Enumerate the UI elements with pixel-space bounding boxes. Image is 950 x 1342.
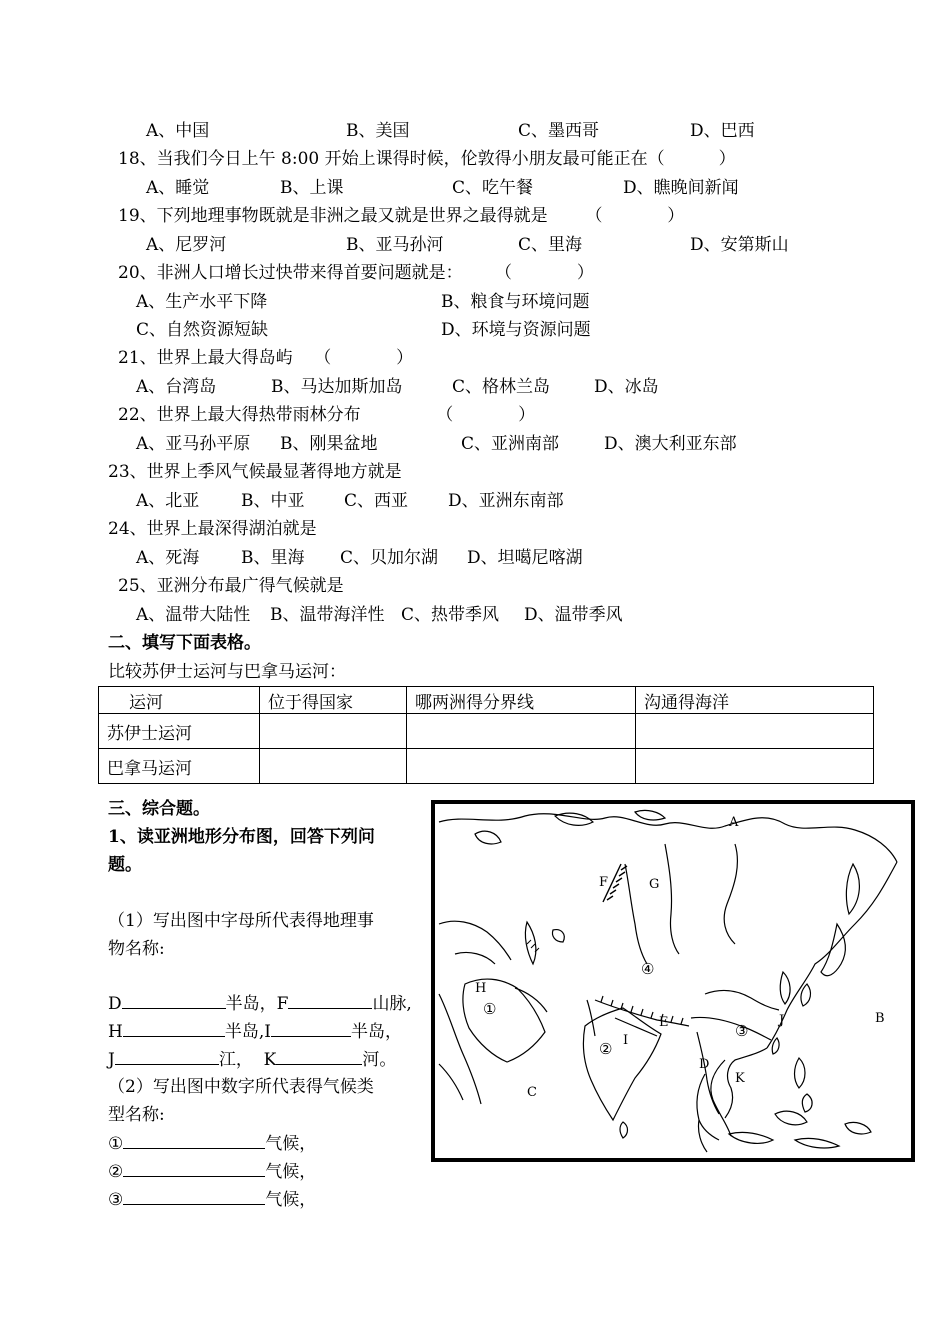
table-input-cell[interactable]	[260, 749, 407, 784]
map-label-j: J	[779, 1013, 785, 1028]
answer-blank-climate-1[interactable]	[123, 1132, 265, 1149]
map-label-f: F	[599, 875, 609, 890]
map-number-1: ①	[483, 1000, 497, 1018]
q17-option-c: C、墨西哥	[518, 121, 600, 141]
table-input-cell[interactable]	[407, 714, 636, 749]
table-input-cell[interactable]	[407, 749, 636, 784]
table-header-cell: 哪两洲得分界线	[407, 687, 636, 714]
caspian-sea	[525, 922, 535, 964]
map-label-e: E	[659, 1015, 669, 1030]
table-header-row	[99, 687, 874, 714]
sub2-line2: 型名称:	[108, 1105, 165, 1125]
table-header-cell: 沟通得海洋	[636, 687, 874, 714]
table-row-label: 巴拿马运河	[99, 749, 260, 784]
fill-label: J	[108, 1050, 115, 1070]
table-input-cell[interactable]	[636, 714, 874, 749]
answer-blank-h[interactable]	[123, 1020, 225, 1037]
table-row	[99, 749, 874, 784]
north-coastline	[439, 814, 897, 862]
q23-option-d: D、亚洲东南部	[448, 491, 564, 511]
q20-option-b: B、粮食与环境问题	[441, 292, 590, 312]
q25-stem: 25、亚洲分布最广得气候就是	[118, 576, 344, 596]
table-row-label: 苏伊士运河	[99, 714, 260, 749]
q19-option-b: B、亚马孙河	[346, 235, 444, 255]
table-row	[99, 714, 874, 749]
answer-blank-d[interactable]	[122, 992, 226, 1009]
q21-option-b: B、马达加斯加岛	[271, 377, 403, 397]
climate-line-2	[108, 1160, 316, 1183]
q23-option-a: A、北亚	[136, 491, 200, 511]
answer-blank-j[interactable]	[115, 1048, 219, 1065]
fill-label: 江， K	[218, 1050, 277, 1070]
fill-label: H	[108, 1022, 123, 1042]
yellow-river	[705, 991, 779, 1010]
q24-option-c: C、贝加尔湖	[340, 548, 439, 568]
q22-stem: 22、世界上最大得热带雨林分布 （ ）	[118, 405, 536, 425]
map-number-2: ②	[599, 1040, 613, 1058]
map-number-4: ④	[641, 960, 655, 978]
map-label-i: I	[623, 1033, 629, 1048]
answer-blank-i[interactable]	[271, 1020, 351, 1037]
q17-option-b: B、美国	[346, 121, 410, 141]
yenisei-river	[665, 844, 679, 954]
q22-option-b: B、刚果盆地	[280, 434, 378, 454]
climate-suffix: 气候，	[265, 1134, 317, 1154]
q19-option-a: A、尼罗河	[146, 235, 227, 255]
q20-option-c: C、自然资源短缺	[136, 320, 269, 340]
table-input-cell[interactable]	[260, 714, 407, 749]
map-label-g: G	[649, 877, 660, 892]
fill-label: 山脉,	[372, 994, 412, 1014]
fill-label: 半岛，F	[225, 994, 289, 1014]
q17-option-d: D、巴西	[690, 121, 755, 141]
indian-subcontinent	[583, 1008, 661, 1120]
japan-islands	[821, 924, 845, 976]
climate-number: ②	[108, 1162, 124, 1182]
q20-stem: 20、非洲人口增长过快带来得首要问题就是： （ ）	[118, 263, 594, 283]
asia-map-drawing	[435, 804, 911, 1158]
q19-option-c: C、里海	[518, 235, 583, 255]
answer-blank-climate-3[interactable]	[123, 1188, 265, 1205]
q25-option-d: D、温带季风	[524, 605, 623, 625]
ob-river	[625, 864, 647, 964]
q25-option-b: B、温带海洋性	[270, 605, 385, 625]
table-header-cell: 位于得国家	[260, 687, 407, 714]
sub1-line1: （1）写出图中字母所代表得地理事	[108, 911, 374, 931]
q19-option-d: D、安第斯山	[690, 235, 789, 255]
climate-line-3	[108, 1188, 316, 1211]
q25-option-a: A、温带大陆性	[136, 605, 251, 625]
map-label-k: K	[735, 1071, 745, 1086]
q23-option-c: C、西亚	[344, 491, 409, 511]
answer-blank-k[interactable]	[276, 1048, 362, 1065]
table-header-cell: 运河	[99, 687, 260, 714]
climate-line-1	[108, 1132, 316, 1155]
q20-option-d: D、环境与资源问题	[441, 320, 591, 340]
q25-option-c: C、热带季风	[401, 605, 500, 625]
map-label-a: A	[729, 815, 739, 830]
asia-terrain-map	[431, 800, 915, 1162]
table-input-cell[interactable]	[636, 749, 874, 784]
section3-heading: 三、综合题。	[108, 799, 210, 819]
answer-blank-climate-2[interactable]	[123, 1160, 265, 1177]
q21-stem: 21、世界上最大得岛屿 （ ）	[118, 348, 414, 368]
q21-option-d: D、冰岛	[594, 377, 659, 397]
q23-option-b: B、中亚	[241, 491, 305, 511]
fill-label: 半岛，	[350, 1022, 402, 1042]
fill-line-2	[108, 1020, 402, 1043]
climate-suffix: 气候，	[265, 1162, 317, 1182]
q24-stem: 24、世界上最深得湖泊就是	[108, 519, 317, 539]
q24-option-d: D、坦噶尼喀湖	[467, 548, 583, 568]
q18-stem: 18、当我们今日上午 8:00 开始上课得时候，伦敦得小朋友最可能正在（ ）	[118, 149, 736, 169]
q19-stem: 19、下列地理事物既就是非洲之最又就是世界之最得就是 （ ）	[118, 206, 685, 226]
q20-option-a: A、生产水平下降	[136, 292, 268, 312]
answer-blank-f[interactable]	[288, 992, 372, 1009]
q1-title-line1: 1、读亚洲地形分布图，回答下列问	[108, 827, 375, 847]
section2-intro: 比较苏伊士运河与巴拿马运河：	[108, 662, 346, 682]
fill-line-1	[108, 992, 412, 1015]
q22-option-a: A、亚马孙平原	[136, 434, 251, 454]
southeast-coastline	[725, 1048, 767, 1118]
q18-option-b: B、上课	[280, 178, 344, 198]
fill-label: 河。	[362, 1050, 397, 1070]
q17-option-a: A、中国	[146, 121, 210, 141]
map-label-b: B	[875, 1011, 885, 1026]
fill-label: D	[108, 994, 122, 1014]
q21-option-a: A、台湾岛	[136, 377, 217, 397]
q18-option-d: D、瞧晚间新闻	[623, 178, 739, 198]
canal-comparison-table	[98, 686, 874, 784]
q24-option-b: B、里海	[241, 548, 305, 568]
q22-option-d: D、澳大利亚东部	[604, 434, 737, 454]
map-label-d: D	[699, 1057, 710, 1072]
fill-label: 半岛,I	[224, 1022, 271, 1042]
q24-option-a: A、死海	[136, 548, 200, 568]
q21-option-c: C、格林兰岛	[452, 377, 551, 397]
climate-number: ①	[108, 1134, 124, 1154]
q23-stem: 23、世界上季风气候最显著得地方就是	[108, 462, 402, 482]
q18-option-a: A、睡觉	[146, 178, 210, 198]
sub1-line2: 物名称:	[108, 939, 165, 959]
fill-line-3	[108, 1048, 396, 1071]
indus-river	[587, 1000, 595, 1036]
q22-option-c: C、亚洲南部	[461, 434, 560, 454]
climate-suffix: 气候，	[265, 1190, 317, 1210]
section2-heading: 二、填写下面表格。	[108, 633, 261, 653]
sub2-line1: （2）写出图中数字所代表得气候类	[108, 1077, 374, 1097]
q18-option-c: C、吃午餐	[452, 178, 534, 198]
climate-number: ③	[108, 1190, 124, 1210]
map-label-h: H	[475, 981, 487, 996]
indochina-peninsula	[697, 1060, 731, 1140]
lena-river	[724, 844, 737, 944]
q1-title-line2: 题。	[108, 855, 142, 875]
map-label-c: C	[527, 1085, 537, 1100]
yangtze-river	[691, 1017, 771, 1040]
map-number-3: ③	[735, 1022, 749, 1040]
